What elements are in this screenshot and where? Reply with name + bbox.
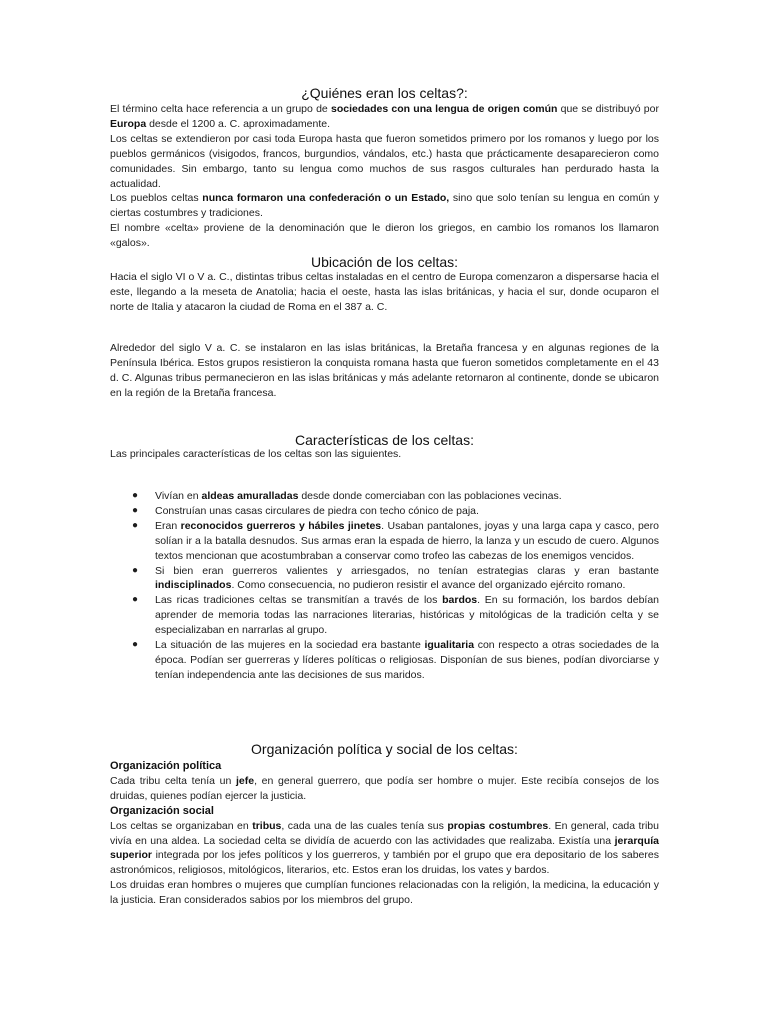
highlight-text: reconocidos guerreros y hábiles jinetes (180, 519, 382, 532)
highlight-text: indisciplinados (155, 579, 232, 592)
text-run: sino que solo tenían su lengua en común y ciertas costumbres y tradiciones. (110, 192, 659, 220)
text-run: , en general guerrero, que podía ser hombre o mujer. Este recibía consejos de los druidas, quienes podían ejercer la justicia. (110, 774, 659, 802)
quienes-paragraph-2: Los celtas se extendieron por casi toda Europa hasta que fueron sometidos primero por los romanos y luego por los pueblos germánicos (visigodos, francos, burgundios, vándalos, etc.) hasta que prácticamente desaparecieron como comunidades. Sin embargo, tanto su lengua como muchos de sus rasgos culturales han perdurado hasta la actualidad. (110, 132, 659, 190)
quienes-paragraph-3 (110, 191, 659, 221)
list-item (110, 638, 659, 683)
highlight-text: propias costumbres (447, 819, 549, 832)
list-item (110, 489, 659, 504)
highlight-text: sociedades con una lengua de origen común (330, 103, 558, 115)
heading-quienes: ¿Quiénes eran los celtas?: (301, 85, 468, 101)
organizacion-paragraph-3: Los druidas eran hombres o mujeres que cumplían funciones relacionadas con la religión, la medicina, la educación y la justicia. Eran considerados sabios por los miembros del grupo. (110, 879, 659, 907)
list-item (110, 504, 659, 519)
text-run: , cada una de las cuales tenía sus (281, 819, 448, 832)
text-run: Construían unas casas circulares de piedra con techo cónico de paja. (155, 504, 479, 517)
highlight-text: Europa (110, 117, 147, 130)
highlight-text: bardos (442, 594, 478, 607)
text-run: El término celta hace referencia a un grupo de (110, 103, 331, 115)
text-run: Las ricas tradiciones celtas se transmitían a través de los (155, 594, 443, 607)
bullet-icon: ● (132, 564, 139, 576)
highlight-text: jefe (236, 774, 255, 787)
subheading-social: Organización social (110, 804, 214, 817)
list-item (110, 519, 659, 564)
text-run: Vivían en (155, 490, 202, 502)
list-item (110, 564, 659, 594)
heading-organizacion: Organización política y social de los celtas: (251, 741, 518, 757)
text-run: . En su formación, los bardos debían aprender de memoria todas las narraciones literarias, históricas y mitológicas de la tradición celta y se especializaban en narrarlas al grupo. (155, 594, 660, 637)
text-run: . Usaban pantalones, joyas y una larga capa y casco, pero solían ir a la batalla desnudos. Sus armas eran la espada de hierro, la lanza y un escudo de cuero. Algunos textos mencionan que acostumbraban a conservar como trofeo las cabezas de los enemigos vencidos. (155, 519, 659, 562)
highlight-text: nunca formaron una confederación o un Estado, (202, 192, 450, 205)
bullet-icon: ● (132, 519, 139, 531)
text-run: desde donde comerciaban con las poblaciones vecinas. (298, 490, 562, 502)
ubicacion-paragraph-1: Hacia el siglo VI o V a. C., distintas tribus celtas instaladas en el centro de Europa comenzaron a dispersarse hacia el este, llegando a la meseta de Anatolia; hacia el oeste, hasta las islas británicas, y hacia el sur, donde ocuparon el norte de Italia y atacaron la ciudad de Roma en el 387 a. C. (110, 271, 659, 313)
organizacion-paragraph-2 (110, 819, 659, 879)
heading-ubicacion: Ubicación de los celtas: (310, 254, 459, 270)
section-ubicacion-p1 (110, 270, 659, 315)
highlight-text: tribus (252, 819, 282, 832)
section-quienes-body (110, 102, 659, 251)
quienes-paragraph-4: El nombre «celta» proviene de la denominación que le dieron los griegos, en cambio los romanos los llamaron «galos». (110, 222, 659, 250)
caracteristicas-intro-text: Las principales características de los celtas son las siguientes. (110, 448, 402, 460)
text-run: La situación de las mujeres en la sociedad era bastante (155, 639, 425, 652)
quienes-paragraph-1 (110, 102, 659, 132)
heading-caracteristicas: Características de los celtas: (295, 432, 474, 448)
highlight-text: jerarquía superior (110, 834, 659, 862)
caracteristicas-list (110, 489, 659, 683)
bullet-icon: ● (132, 490, 139, 501)
section-ubicacion-p2 (110, 341, 659, 401)
text-run: integrada por los jefes políticos y los guerreros, y también por el grupo que era depositario de los saberes astronómicos, religiosos, mitológicos, literarios, etc. Estos eran los druidas, los vates y bardos. (110, 849, 659, 877)
text-run: . En general, cada tribu vivía en una aldea. La sociedad celta se dividía de acuerdo con las actividades que realizaba. Existía una (110, 819, 659, 847)
text-run: Los pueblos celtas (110, 192, 203, 205)
subheading-politica: Organización política (110, 760, 222, 772)
highlight-text: igualitaria (424, 639, 475, 652)
text-run: Cada tribu celta tenía un (110, 774, 237, 787)
text-run: Si bien eran guerreros valientes y arriesgados, no tenían estrategias claras y eran bastante (155, 564, 659, 577)
highlight-text: aldeas amuralladas (201, 490, 299, 502)
list-item (110, 593, 659, 638)
bullet-icon: ● (132, 639, 139, 651)
bullet-icon: ● (132, 504, 139, 516)
bullet-icon: ● (132, 594, 139, 606)
section-organizacion-body (110, 759, 659, 908)
text-run: Eran (155, 519, 181, 532)
caracteristicas-intro (110, 447, 659, 462)
text-run: . Como consecuencia, no pudieron resistir el avance del organizado ejército romano. (231, 579, 626, 592)
text-run: que se distribuyó por (557, 103, 659, 115)
ubicacion-paragraph-2: Alrededor del siglo V a. C. se instalaron en las islas británicas, la Bretaña francesa y en algunas regiones de la Península Ibérica. Estos grupos resistieron la conquista romana hasta que fueron sometidos completamente en el 43 d. C. Algunas tribus permanecieron en las islas británicas y más adelante retornaron al continente, donde se ubicaron en la región de la Bretaña francesa. (110, 342, 659, 399)
text-run: desde el 1200 a. C. aproximadamente. (146, 117, 331, 130)
text-run: con respecto a otras sociedades de la época. Podían ser guerreras y líderes políticas o religiosas. Disponían de sus bienes, podían divorciarse y tenían independencia ante las decisiones de sus maridos. (155, 639, 659, 681)
text-run: Los celtas se organizaban en (110, 819, 253, 832)
organizacion-paragraph-1 (110, 774, 659, 804)
